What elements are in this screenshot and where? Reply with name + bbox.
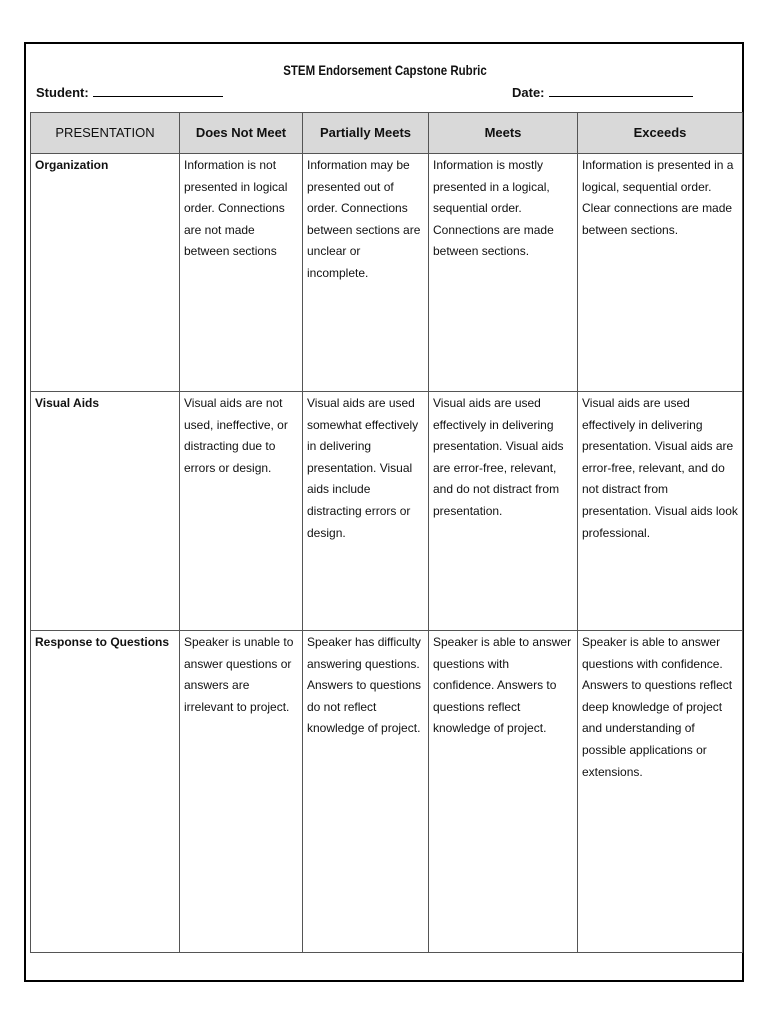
header-meets: Meets — [429, 113, 578, 154]
table-row — [31, 154, 743, 392]
header-presentation: PRESENTATION — [31, 113, 180, 154]
date-blank-line[interactable] — [549, 84, 693, 97]
criterion-visual-aids: Visual Aids — [31, 392, 180, 631]
visual-aids-partially-meets: Visual aids are used somewhat effectively in delivering presentation. Visual aids include distracting errors or design. — [303, 392, 429, 631]
visual-aids-meets: Visual aids are used effectively in delivering presentation. Visual aids are error-free, relevant, and do not distract from presentation. — [429, 392, 578, 631]
response-exceeds: Speaker is able to answer questions with confidence. Answers to questions reflect deep knowledge of project and understanding of possible applications or extensions. — [578, 631, 743, 953]
organization-does-not-meet: Information is not presented in logical order. Connections are not made between sections — [180, 154, 303, 392]
table-row — [31, 631, 743, 953]
criterion-response-to-questions: Response to Questions — [31, 631, 180, 953]
date-field[interactable] — [512, 84, 693, 100]
organization-partially-meets: Information may be presented out of order. Connections between sections are unclear or incomplete. — [303, 154, 429, 392]
organization-exceeds: Information is presented in a logical, sequential order. Clear connections are made between sections. — [578, 154, 743, 392]
header-does-not-meet: Does Not Meet — [180, 113, 303, 154]
organization-meets: Information is mostly presented in a logical, sequential order. Connections are made between sections. — [429, 154, 578, 392]
response-meets: Speaker is able to answer questions with confidence. Answers to questions reflect knowledge of project. — [429, 631, 578, 953]
student-field[interactable] — [36, 84, 223, 100]
response-does-not-meet: Speaker is unable to answer questions or answers are irrelevant to project. — [180, 631, 303, 953]
response-partially-meets: Speaker has difficulty answering questions. Answers to questions do not reflect knowledge of project. — [303, 631, 429, 953]
visual-aids-exceeds: Visual aids are used effectively in delivering presentation. Visual aids are error-free, relevant, and do not distract from presentation. Visual aids look professional. — [578, 392, 743, 631]
header-exceeds: Exceeds — [578, 113, 743, 154]
rubric-table — [30, 112, 743, 953]
criterion-organization: Organization — [31, 154, 180, 392]
student-label: Student: — [36, 85, 89, 100]
document-title: STEM Endorsement Capstone Rubric — [283, 62, 487, 78]
student-blank-line[interactable] — [93, 84, 223, 97]
table-row — [31, 392, 743, 631]
date-label: Date: — [512, 85, 545, 100]
visual-aids-does-not-meet: Visual aids are not used, ineffective, or distracting due to errors or design. — [180, 392, 303, 631]
header-partially-meets: Partially Meets — [303, 113, 429, 154]
header-row — [31, 113, 743, 154]
